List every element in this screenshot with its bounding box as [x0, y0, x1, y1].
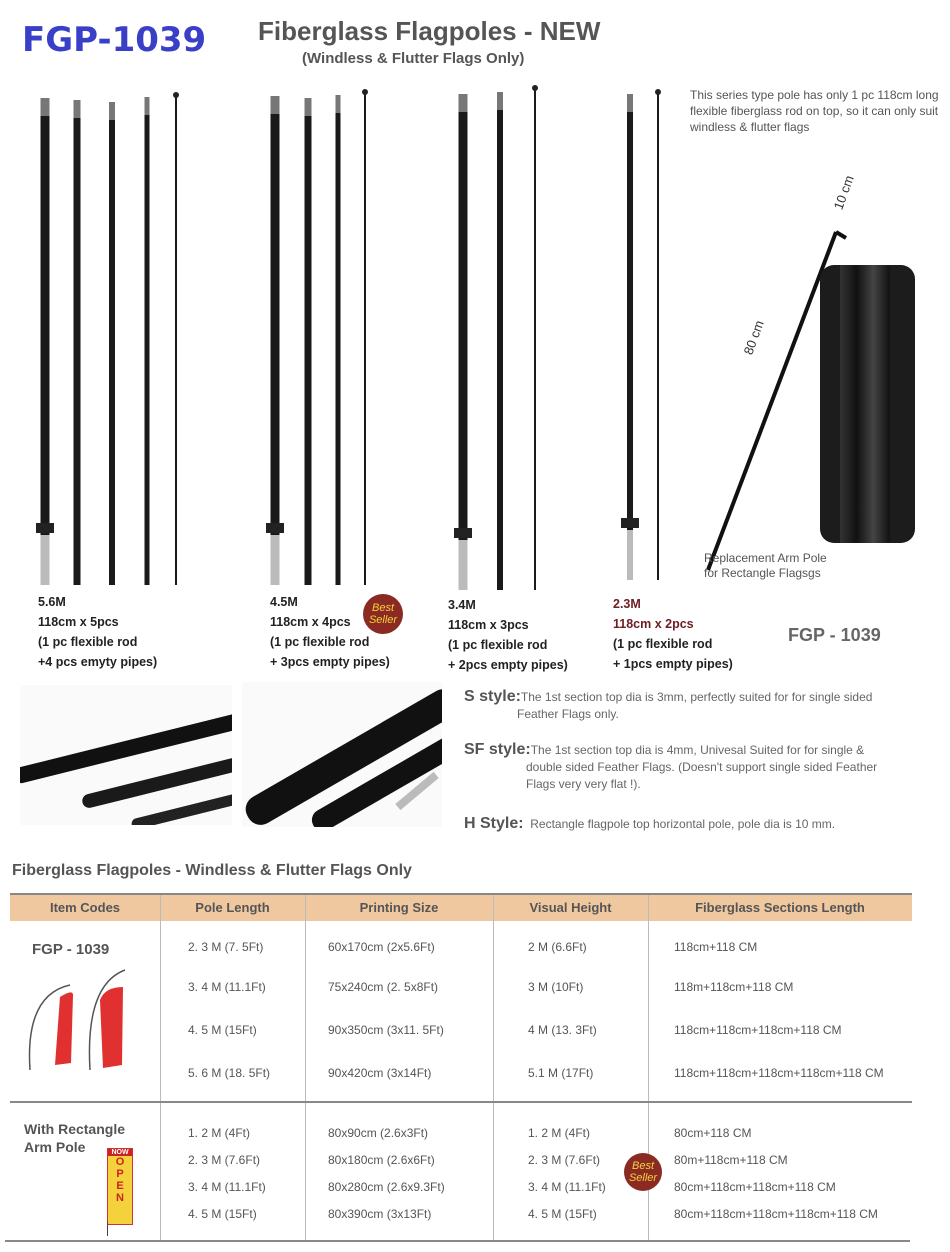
pole-section: [627, 94, 633, 580]
table-cell: 2. 3 M (7.6Ft): [188, 1153, 261, 1167]
group-code-rectangle: With Rectangle Arm Pole: [24, 1121, 125, 1155]
open-flag-icon: NOW OPEN: [107, 1148, 133, 1225]
pole-cap: [271, 96, 280, 114]
group-code: FGP - 1039: [32, 941, 110, 958]
column-header: Item Codes: [49, 900, 121, 915]
pole-section: [145, 97, 150, 585]
table-cell: 4. 5 M (15Ft): [528, 1207, 597, 1221]
best-seller-badge-table: Best Seller: [624, 1153, 662, 1191]
pole-rotator: [454, 528, 472, 538]
table-cell: 60x170cm (2x5.6Ft): [328, 940, 435, 954]
table-cell: 2. 3 M (7.6Ft): [528, 1153, 601, 1167]
pole-spike: [459, 540, 468, 590]
column-header: Fiberglass Sections Length: [695, 900, 865, 915]
pole-spike: [271, 535, 280, 585]
arm-pole-caption: [704, 551, 827, 581]
arm-caption-line: Replacement Arm Pole: [704, 551, 827, 565]
table-cell: 80cm+118 CM: [674, 1126, 752, 1140]
pole-caption-4-5m: 4.5M 118cm x 4pcs (1 pc flexible rod + 3pcs empty pipes): [270, 595, 390, 669]
table-cell: 2. 3 M (7. 5Ft): [188, 940, 264, 954]
pole-section: [305, 98, 312, 585]
table-cell: 80cm+118cm+118cm+118 CM: [674, 1180, 836, 1194]
table-cell: 3 M (10Ft): [528, 980, 584, 994]
table-cell: 90x350cm (3x11. 5Ft): [328, 1023, 444, 1037]
pole-caption-2-3m: 2.3M 118cm x 2pcs (1 pc flexible rod + 1pcs empty pipes): [613, 597, 733, 671]
pole-cap: [74, 100, 81, 118]
table-cell: 3. 4 M (11.1Ft): [528, 1180, 606, 1194]
pole-cap: [497, 92, 503, 110]
pole-section: [364, 92, 366, 585]
pole-section: [459, 94, 468, 590]
pole-section: [657, 92, 659, 580]
pole-section: [74, 100, 81, 585]
pole-section: [271, 96, 280, 585]
style-h: H Style: Rectangle flagpole top horizontal pole, pole dia is 10 mm.: [464, 815, 836, 832]
style-s: S style:The 1st section top dia is 3mm, perfectly suited for for single sided Feather Flags only.: [464, 688, 873, 721]
flagpole-illustration: [0, 0, 950, 600]
arm-pole: [708, 232, 836, 570]
table-cell: 2 M (6.6Ft): [528, 940, 587, 954]
table-cell: 5. 6 M (18. 5Ft): [188, 1066, 271, 1080]
page-title: Fiberglass Flagpoles - NEW: [258, 16, 601, 46]
pole-rotator: [266, 523, 284, 533]
pole-tip: [532, 85, 538, 91]
pole-cap: [336, 95, 341, 113]
pole-spike: [41, 535, 50, 585]
table-cell: 90x420cm (3x14Ft): [328, 1066, 432, 1080]
pole-section: [534, 88, 536, 590]
column-header: Printing Size: [359, 900, 439, 915]
arm-length-label: 80 cm: [740, 318, 767, 357]
pole-cap: [305, 98, 312, 116]
table-cell: 5.1 M (17Ft): [528, 1066, 594, 1080]
table-cell: 4. 5 M (15Ft): [188, 1207, 257, 1221]
pole-cap: [459, 94, 468, 112]
pole-tip: [173, 92, 179, 98]
table-cell: 1. 2 M (4Ft): [528, 1126, 591, 1140]
series-note: This series type pole has only 1 pc 118cm long flexible fiberglass rod on top, so it can only suit windless & flutter flags: [690, 88, 939, 134]
pole-section: [336, 95, 341, 585]
table-cell: 80x280cm (2.6x9.3Ft): [328, 1180, 445, 1194]
pole-caption-3-4m: 3.4M 118cm x 3pcs (1 pc flexible rod + 2pcs empty pipes): [448, 598, 568, 672]
pole-cap: [145, 97, 150, 115]
table-cell: 80cm+118cm+118cm+118cm+118 CM: [674, 1207, 878, 1221]
table-header: [10, 893, 912, 921]
pole-tip: [362, 89, 368, 95]
arm-caption-line: for Rectangle Flagsgs: [704, 566, 821, 580]
style-sf: SF style:The 1st section top dia is 4mm, Univesal Suited for for single & double sided Feather Flags. (Doesn't support single sided Feather Flags very very flat !).: [464, 741, 878, 791]
pole-cap: [109, 102, 115, 120]
pole-section: [41, 98, 50, 585]
pole-caption-5-6m: 5.6M 118cm x 5pcs (1 pc flexible rod +4 pcs emyty pipes): [38, 595, 158, 669]
product-code: FGP-1039: [22, 20, 207, 60]
pole-spike: [627, 530, 633, 580]
table-cell: 75x240cm (2. 5x8Ft): [328, 980, 439, 994]
pole-cap: [627, 94, 633, 112]
arm-top-label: 10 cm: [830, 173, 857, 212]
table-title: Fiberglass Flagpoles - Windless & Flutter Flags Only: [12, 862, 412, 879]
table-cell: 80x390cm (3x13Ft): [328, 1207, 432, 1221]
pole-rotator: [621, 518, 639, 528]
table-cell: 3. 4 M (11.1Ft): [188, 1180, 266, 1194]
page-subtitle: (Windless & Flutter Flags Only): [302, 50, 525, 67]
column-header: Visual Height: [529, 900, 612, 915]
table-cell: 80m+118cm+118 CM: [674, 1153, 788, 1167]
table-cell: 118m+118cm+118 CM: [674, 980, 794, 994]
pole-section: [109, 102, 115, 585]
table-cell: 4 M (13. 3Ft): [528, 1023, 597, 1037]
table-cell: 118cm+118 CM: [674, 940, 758, 954]
pole-cap: [41, 98, 50, 116]
pole-section: [497, 92, 503, 590]
feather-flag-icons: [25, 965, 135, 1075]
arm-pole-top: [836, 232, 846, 238]
product-code-label: FGP - 1039: [788, 625, 881, 645]
pole-section: [175, 95, 177, 585]
pole-tip: [655, 89, 661, 95]
pole-joint-photo: [20, 685, 232, 825]
pole-end-photo: [242, 682, 442, 827]
column-header: Pole Length: [195, 900, 270, 915]
table-cell: 80x90cm (2.6x3Ft): [328, 1126, 429, 1140]
carry-bag-image: [820, 265, 915, 543]
pole-rotator: [36, 523, 54, 533]
table-cell: 1. 2 M (4Ft): [188, 1126, 251, 1140]
table-cell: 118cm+118cm+118cm+118cm+118 CM: [674, 1066, 884, 1080]
table-cell: 3. 4 M (11.1Ft): [188, 980, 266, 994]
table-cell: 118cm+118cm+118cm+118 CM: [674, 1023, 842, 1037]
table-cell: 80x180cm (2.6x6Ft): [328, 1153, 435, 1167]
table-cell: 4. 5 M (15Ft): [188, 1023, 257, 1037]
best-seller-badge: Best Seller: [363, 594, 403, 634]
